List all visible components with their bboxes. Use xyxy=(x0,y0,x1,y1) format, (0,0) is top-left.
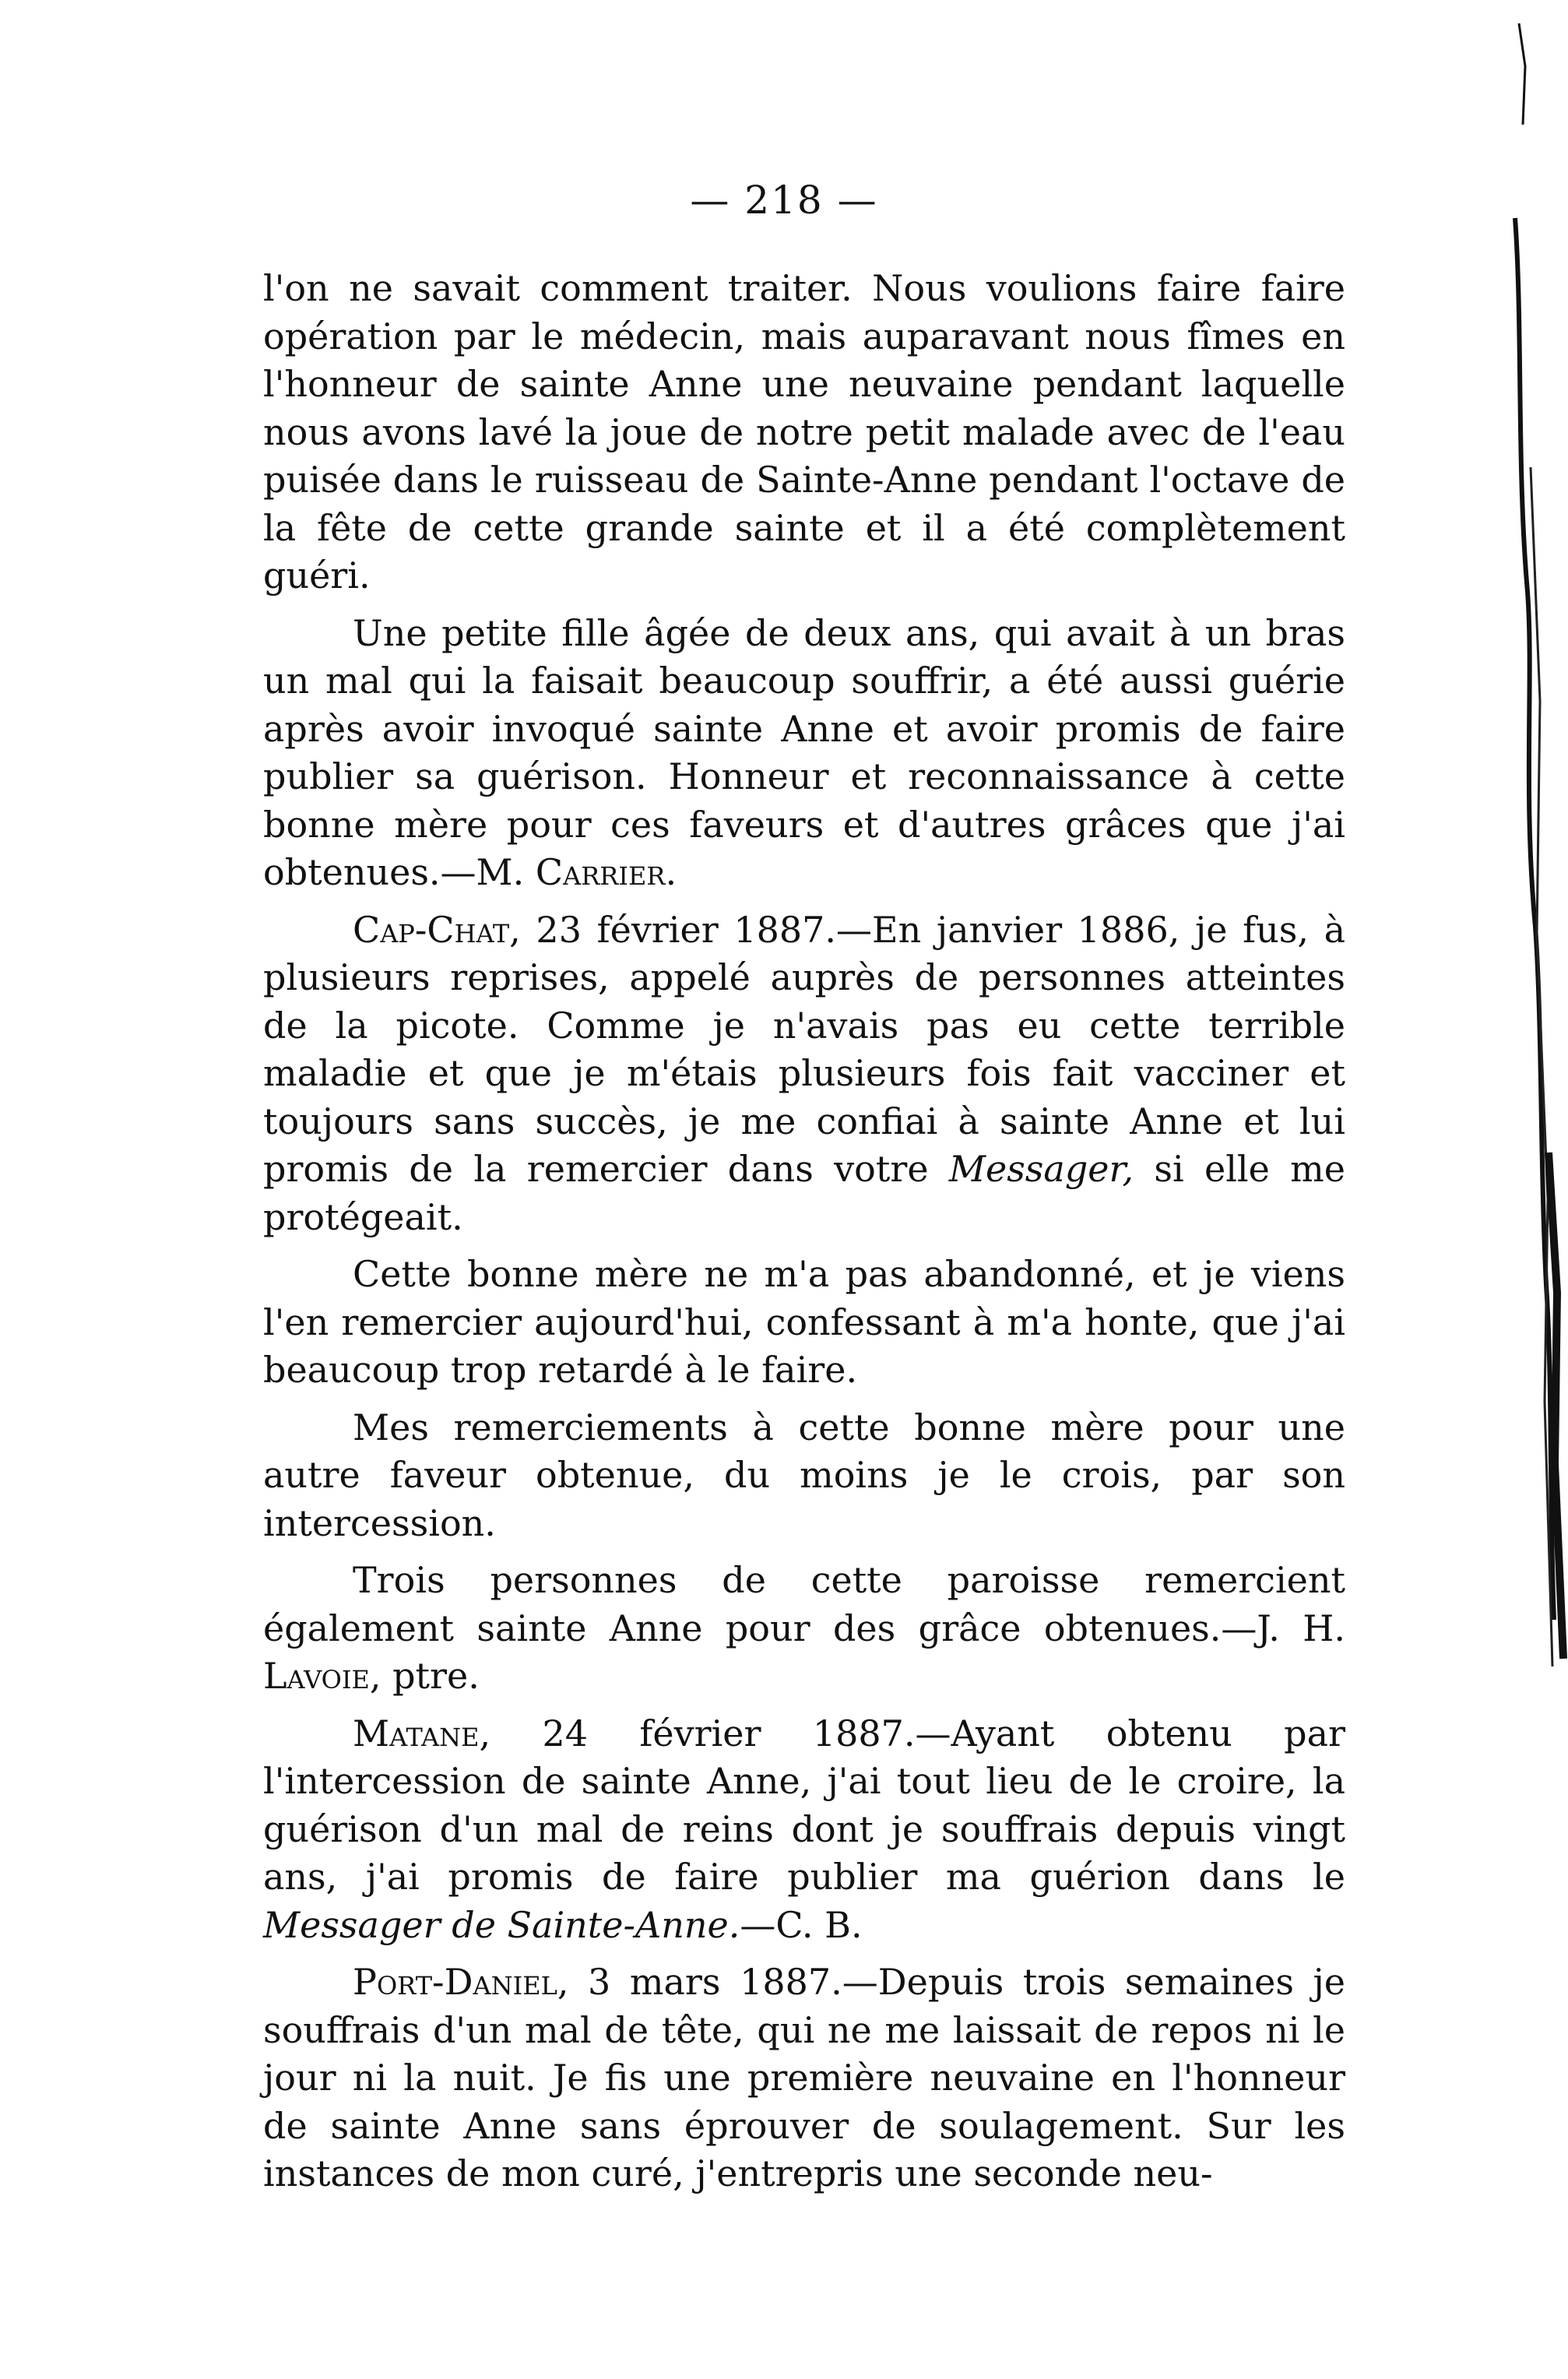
paragraph-continued xyxy=(263,265,1345,600)
page-body xyxy=(263,265,1345,2198)
place-name: Matane, xyxy=(353,1712,491,1754)
italic-title: Messager de Sainte-Anne. xyxy=(263,1903,740,1946)
scanned-page-edge xyxy=(1482,0,1568,2379)
paragraph-matane xyxy=(263,1710,1345,1950)
paragraph-text: 3 mars 1887.—Depuis trois semaines je souffrais d'un mal de tête, qui ne me laissait de repos ni le jour ni la nuit. Je fis une première neuvaine en l'honneur de sainte Anne sans éprouver de soulagement. Sur les instances de mon curé, j'entrepris une seconde neu- xyxy=(263,1961,1345,2194)
paragraph-trois-personnes xyxy=(263,1557,1345,1701)
paragraph-bonne-mere xyxy=(263,1251,1345,1395)
paragraph-text: Mes remerciements à cette bonne mère pour une autre faveur obtenue, du moins je le crois, par son intercession. xyxy=(263,1406,1345,1544)
paragraph-text: si elle me protégeait. xyxy=(263,1148,1345,1238)
paragraph-text: Une petite fille âgée de deux ans, qui avait à un bras un mal qui la faisait beaucoup souffrir, a été aussi guérie après avoir invoqué sainte Anne et avoir promis de faire publier sa guérison. Honneur et reconnaissance à cette bonne mère pour ces faveurs et d'autres grâces que j'ai obtenues.—M. xyxy=(263,611,1345,893)
paragraph-remerciements xyxy=(263,1404,1345,1548)
signature-name: Carrier. xyxy=(535,851,677,893)
italic-title: Messager, xyxy=(948,1148,1134,1190)
paragraph-text: l'on ne savait comment traiter. Nous voulions faire faire opération par le médecin, mais auparavant nous fîmes en l'honneur de sainte Anne une neuvaine pendant laquelle nous avons lavé la joue de notre petit malade avec de l'eau puisée dans le ruisseau de Sainte-Anne pendant l'octave de la fête de cette grande sainte et il a été complètement guéri. xyxy=(263,267,1345,597)
paragraph-text: 24 février 1887.—Ayant obtenu par l'intercession de sainte Anne, j'ai tout lieu de le croire, la guérison d'un mal de reins dont je souffrais depuis vingt ans, j'ai promis de faire publier ma guérion dans le xyxy=(263,1712,1345,1898)
paragraph-text: Cette bonne mère ne m'a pas abandonné, et je viens l'en remercier aujourd'hui, confessant à m'a honte, que j'ai beaucoup trop retardé à le faire. xyxy=(263,1253,1345,1391)
place-name: Port-Daniel, xyxy=(353,1961,569,2003)
page-number: — 218 — xyxy=(690,178,878,223)
paragraph-port-daniel xyxy=(263,1958,1345,2198)
paragraph-text: ptre. xyxy=(381,1655,480,1697)
paragraph-petite-fille xyxy=(263,610,1345,897)
paragraph-cap-chat xyxy=(263,906,1345,1242)
paragraph-text: —C. B. xyxy=(740,1903,863,1946)
place-name: Cap-Chat, xyxy=(353,908,521,951)
signature-name: Lavoie, xyxy=(263,1655,381,1697)
paragraph-text: Trois personnes de cette paroisse remercient également sainte Anne pour des grâce obtenues.—J. H. xyxy=(263,1559,1345,1649)
paragraph-text: 23 février 1887.—En janvier 1886, je fus, à plusieurs reprises, appelé auprès de personnes atteintes de la picote. Comme je n'avais pas eu cette terrible maladie et que je m'étais plusieurs fois fait vacciner et toujours sans succès, je me confiai à sainte Anne et lui promis de la remercier dans votre xyxy=(263,908,1345,1190)
